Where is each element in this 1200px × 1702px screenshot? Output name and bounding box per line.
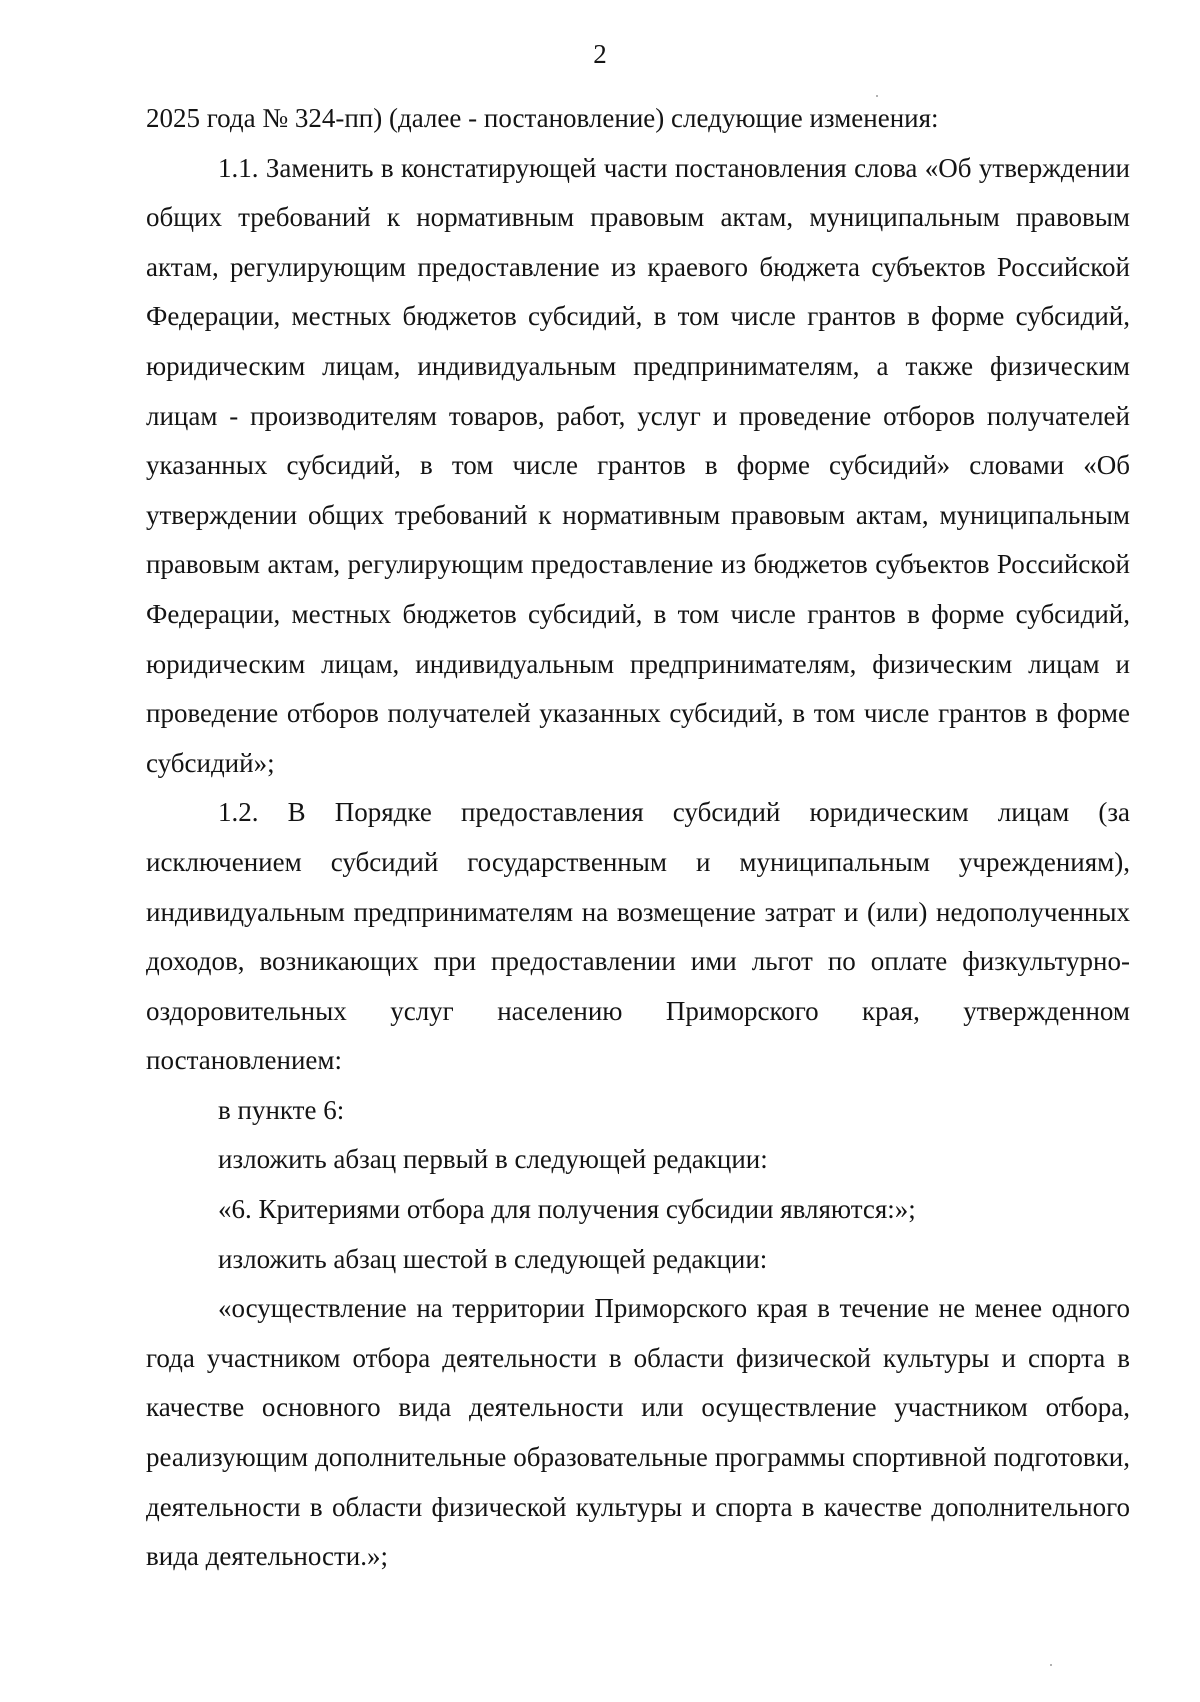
paragraph-instruction-sixth: изложить абзац шестой в следующей редакции: — [218, 1243, 768, 1274]
page-number: 2 — [593, 39, 607, 69]
paragraph-point-6: в пункте 6: — [218, 1094, 345, 1125]
document-body — [146, 94, 1130, 1582]
scan-speck — [876, 95, 878, 97]
paragraph-item-1-1: 1.1. Заменить в констатирующей части постановления слова «Об утверждении общих требований к нормативным правовым актам, муниципальным правовым актам, регулирующим предоставление из краевого бюджета субъектов Российской Федерации, местных бюджетов субсидий, в том числе грантов в форме субсидий, юридическим лицам, индивидуальным предпринимателям, а также физическим лицам - производителям товаров, работ, услуг и проведение отборов получателей указанных субсидий, в том числе грантов в форме субсидий» словами «Об утверждении общих требований к нормативным правовым актам, муниципальным правовым актам, регулирующим предоставление из бюджетов субъектов Российской Федерации, местных бюджетов субсидий, в том числе грантов в форме субсидий, юридическим лицам, индивидуальным предпринимателям, физическим лицам и проведение отборов получателей указанных субсидий, в том числе грантов в форме субсидий»; — [146, 152, 1130, 778]
paragraph-quoted-criteria: «6. Критериями отбора для получения субсидии являются:»; — [218, 1194, 916, 1225]
paragraph-instruction-first: изложить абзац первый в следующей редакции: — [218, 1144, 768, 1175]
paragraph-continuation: 2025 года № 324-пп) (далее - постановление) следующие изменения: — [146, 103, 939, 133]
paragraph-quoted-new-text: «осуществление на территории Приморского края в течение не менее одного года участником отбора деятельности в области физической культуры и спорта в качестве основного вида деятельности или осуществление участником отбора, реализующим дополнительные образовательные программы спортивной подготовки, деятельности в области физической культуры и спорта в качестве дополнительного вида деятельности.»; — [146, 1293, 1130, 1572]
scan-speck — [1050, 1664, 1052, 1666]
paragraph-item-1-2: 1.2. В Порядке предоставления субсидий юридическим лицам (за исключением субсидий государственным и муниципальным учреждениям), индивидуальным предпринимателям на возмещение затрат и (или) недополученных доходов, возникающих при предоставлении ими льгот по оплате физкультурно-оздоровительных услуг населению Приморского края, утвержденном постановлением: — [146, 797, 1130, 1076]
